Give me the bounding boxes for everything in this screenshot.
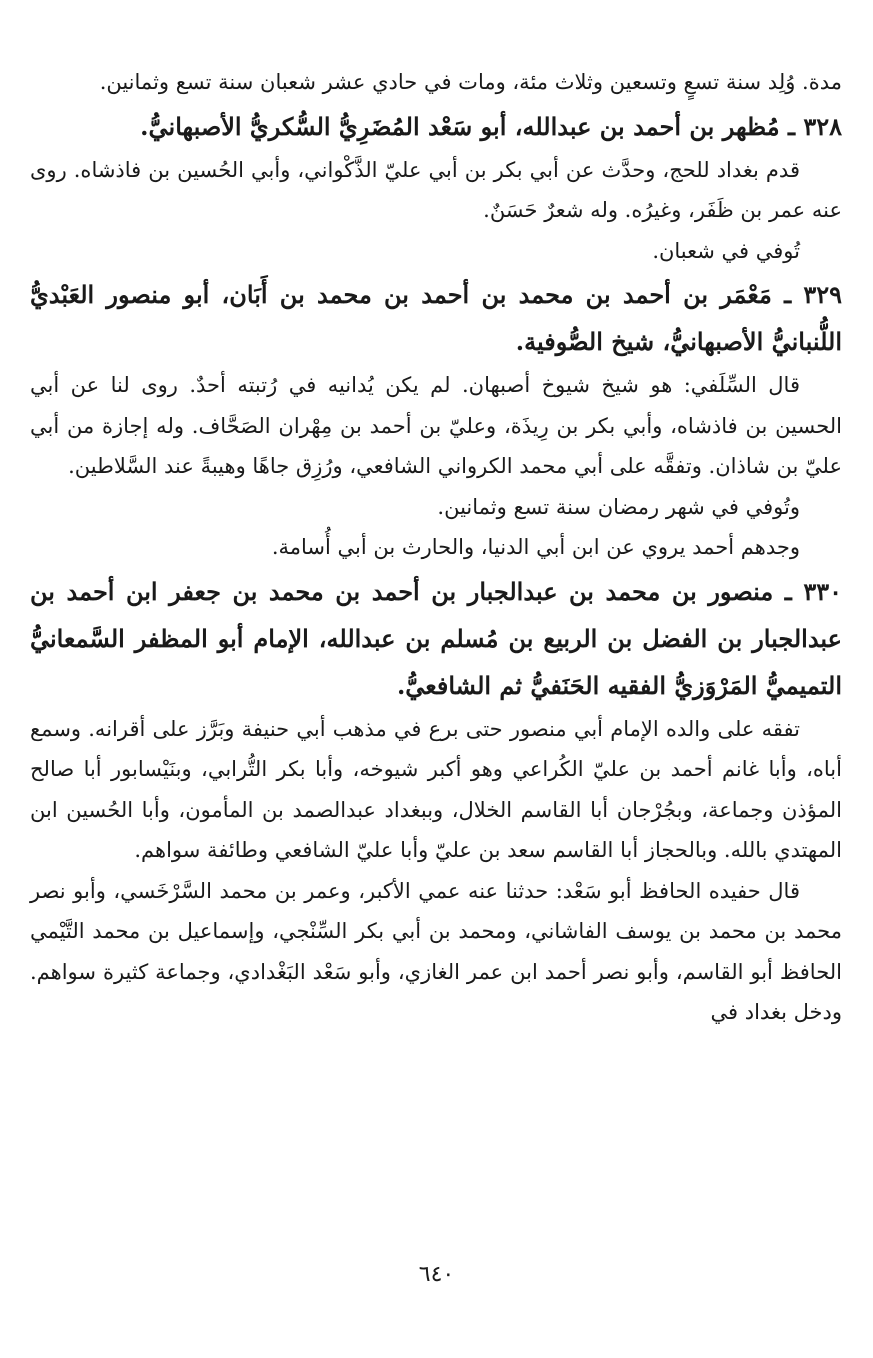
page-body [30, 62, 842, 1033]
entry-paragraph: وجدهم أحمد يروي عن ابن أبي الدنيا، والحارث بن أبي أُسامة. [271, 535, 800, 559]
entry-paragraph: قال حفيده الحافظ أبو سَعْد: حدثنا عنه عمي الأكبر، وعمر بن محمد السَّرْخَسي، وأبو نصر محمد بن محمد بن يوسف الفاشاني، ومحمد بن أبي بكر السِّنْجي، وإسماعيل بن محمد التَّيْمي الحافظ أبو القاسم، وأبو نصر أحمد ابن عمر الغازي، وأبو سَعْد البَغْدادي، وجماعة كثيرة سواهم. ودخل بغداد في [30, 878, 842, 1024]
entry-heading [30, 103, 842, 150]
entry-paragraph: تفقه على والده الإمام أبي منصور حتى برع في مذهب أبي حنيفة وبَرَّز على أقرانه. وسمع أباه، وأبا غانم أحمد بن عليّ الكُراعي وهو أكبر شيوخه، وأبا بكر التُّرابي، وبنَيْسابور أبا صالح المؤذن وجماعة، وبجُرْجان أبا القاسم الخلال، وببغداد عبدالصمد بن المأمون، وأبا الحُسين ابن المهتدي بالله. وبالحجاز أبا القاسم سعد بن عليّ وأبا عليّ الشافعي وطائفة سواهم. [30, 716, 842, 862]
entry-number: ٣٢٩ ـ [784, 280, 843, 309]
entry-paragraph: وتُوفي في شهر رمضان سنة تسع وثمانين. [437, 494, 800, 519]
entry-heading [30, 271, 842, 365]
continuation-paragraph: مدة. وُلِد سنة تسعٍ وتسعين وثلاث مئة، ومات في حادي عشر شعبان سنة تسع وثمانين. [99, 70, 842, 94]
page-number: ٦٤٠ [418, 1262, 455, 1287]
entry-heading [30, 568, 842, 709]
entry-title: مَعْمَر بن أحمد بن محمد بن أحمد بن محمد بن أَبَان، أبو منصور العَبْديُّ اللُّنبانيُّ الأصبهانيُّ، شيخ الصُّوفية. [30, 280, 842, 356]
entry-title: مُظهر بن أحمد بن عبدالله، أبو سَعْد المُضَرِيُّ السُّكريُّ الأصبهانيُّ. [140, 111, 780, 141]
entry-number: ٣٣٠ ـ [784, 576, 842, 606]
entry-329 [30, 271, 842, 568]
entry-330 [30, 568, 842, 1033]
entry-paragraph: قال السِّلَفي: هو شيخ شيوخ أصبهان. لم يكن يُدانيه في رُتبته أحدٌ. روى لنا عن أبي الحسين بن فاذشاه، وأبي بكر بن رِيذَة، وعليّ بن أحمد بن مِهْران الصَحَّاف. وله إجازة من أبي عليّ بن شاذان. وتفقَّه على أبي محمد الكرواني الشافعي، ورُزِق جاهًا وهيبةً عند السَّلاطين. [30, 373, 842, 478]
entry-paragraph: قدم بغداد للحج، وحدَّث عن أبي بكر بن أبي عليّ الذَّكْواني، وأبي الحُسين بن فاذشاه. روى عنه عمر بن ظَفَر، وغيرُه. وله شعرٌ حَسَنٌ. [30, 157, 842, 222]
entry-paragraph: تُوفي في شعبان. [652, 238, 800, 263]
entry-328 [30, 103, 842, 272]
entry-title: منصور بن محمد بن عبدالجبار بن أحمد بن محمد بن جعفر ابن أحمد بن عبدالجبار بن الفضل بن الربيع بن مُسلم بن عبدالله، الإمام أبو المظفر السَّمعانيُّ التميميُّ المَرْوَزيُّ الفقيه الحَنَفيُّ ثم الشافعيُّ. [30, 576, 842, 700]
entry-number: ٣٢٨ ـ [787, 111, 842, 141]
